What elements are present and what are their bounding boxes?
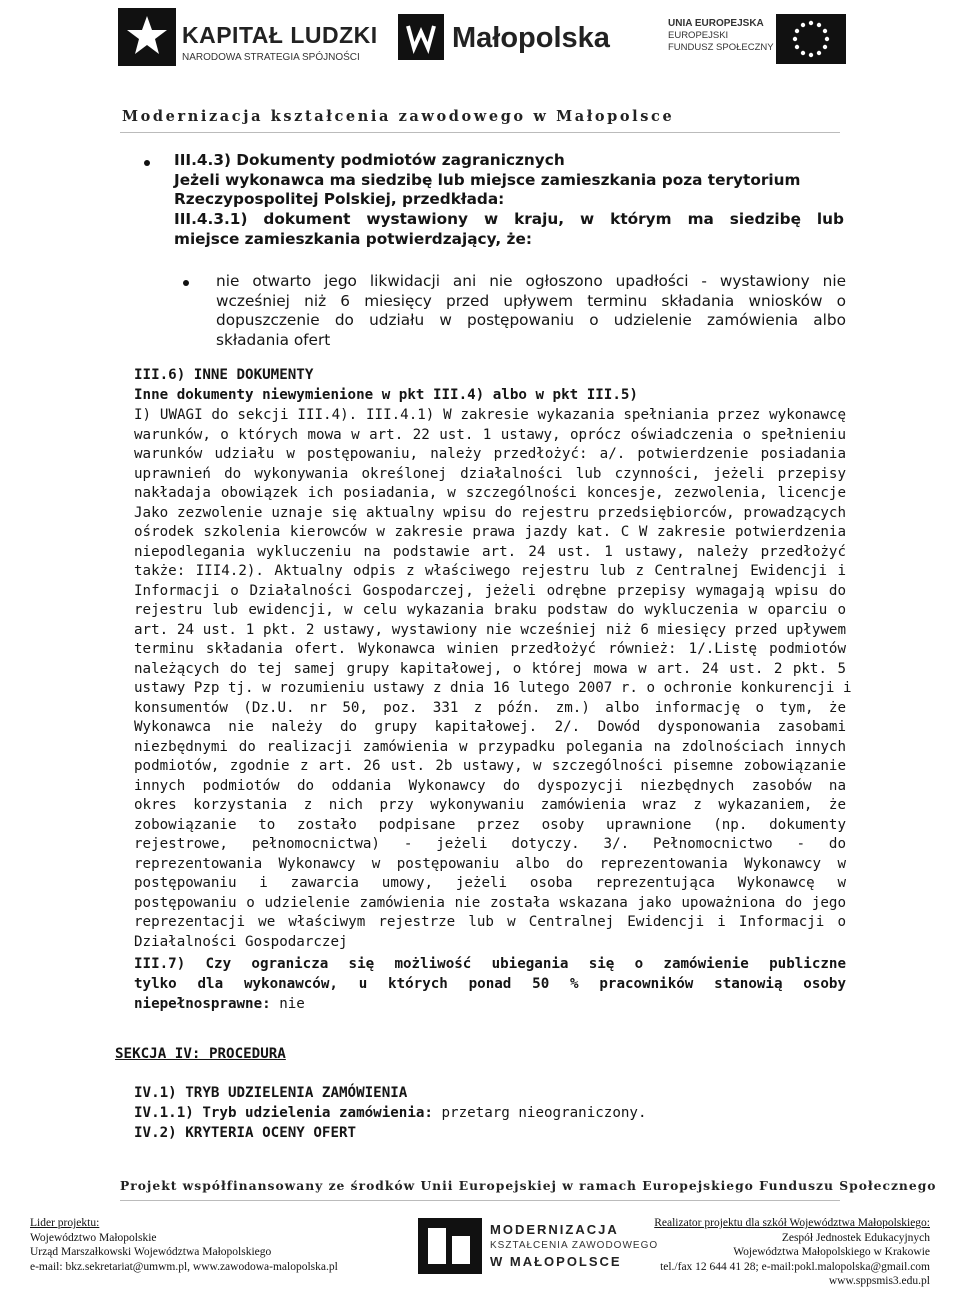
malopolska-emblem-icon <box>398 14 444 60</box>
text-line: warunków, o których mowa w art. 22 ust. 1 ustawy, oprócz oświadczenia o spełnieniu <box>134 426 846 443</box>
disabled-label: niepełnosprawne: <box>134 996 271 1012</box>
project-implementer-info <box>600 1216 930 1289</box>
text-line: miejsce zamieszkania potwierdzający, że: <box>174 230 532 248</box>
text-line: okres korzystania z nich przy wykonywaniu zamówienia wraz z wykazaniem, że <box>134 797 846 813</box>
logo-line: MODERNIZACJA <box>490 1222 619 1237</box>
text-line: nakładaja obowiązek ich posiadania, w szczególności koncesje, zezwolenia, licencje <box>134 485 846 501</box>
text-line: Działalności Gospodarczej <box>134 933 348 950</box>
leader-heading: Lider projektu: <box>30 1217 100 1229</box>
text-line: podmiotów, zgodnie z art. 26 ust. 2b ustawy, w szczególności pisemne zobowiązanie <box>134 758 846 774</box>
text-line: terminu składania ofert. Wykonawca winien przedłożyć również: 1/.Listę podmiotów <box>134 641 846 657</box>
text-line: reprezentowania Wykonawcy w postępowaniu albo do reprezentowania Wykonawcy w <box>134 855 846 872</box>
bullet-icon <box>183 280 189 286</box>
cofinancing-note: Projekt współfinansowany ze środków Unii Europejskiej w ramach Europejskiego Funduszu Społecznego <box>120 1178 937 1193</box>
text-line: I) UWAGI do sekcji III.4). III.4.1) W zakresie wykazania spełniania przez wykonawcę <box>134 407 846 423</box>
text-line: III.4.3.1) dokument wystawiony w kraju, w którym ma siedzibę lub <box>174 210 844 228</box>
eu-line3: FUNDUSZ SPOŁECZNY <box>668 42 774 53</box>
project-title: Modernizacja kształcenia zawodowego w Małopolsce <box>122 108 675 125</box>
heading-3-7: III.7) Czy ogranicza się możliwość ubiegania się o zamówienie publiczne <box>134 956 846 972</box>
text-line: innych podmiotów do oddania Wykonawcy do dyspozycji niezbędnych zasobów na <box>134 777 846 794</box>
leader-line: Urząd Marszałkowski Województwa Małopolskiego <box>30 1246 272 1258</box>
heading-3-4-3: III.4.3) Dokumenty podmiotów zagranicznych <box>174 151 565 169</box>
eu-logo <box>668 14 848 70</box>
kapital-ludzki-logo <box>118 8 378 70</box>
heading-iv-2: IV.2) KRYTERIA OCENY OFERT <box>134 1125 357 1141</box>
modernizacja-emblem-icon <box>418 1218 482 1274</box>
eu-line2: EUROPEJSKI <box>668 30 729 41</box>
text-line: Wykonawca nie należy do grupy kapitałowej. 2/. Dowód dysponowania zasobami <box>134 719 846 735</box>
text-line: ustawy Pzp tj. w rozumieniu ustawy z dnia 16 lutego 2007 r. o ochronie konkurencji i <box>134 680 852 696</box>
text-line: Informacji o Działalności Gospodarczej, jeżeli odrębne przepisy wymagają wpisu do <box>134 582 846 599</box>
text-line: nie otwarto jego likwidacji ani nie ogłoszono upadłości - wystawiony nie <box>216 272 846 290</box>
text-line: wcześniej niż 6 miesięcy przed upływem terminu składania wniosków o <box>216 292 846 310</box>
text-line: Jeżeli wykonawca ma siedzibę lub miejsce zamieszkania poza terytorium <box>174 171 801 189</box>
leader-line: e-mail: bkz.sekretariat@umwm.pl, www.zawodowa-malopolska.pl <box>30 1260 338 1273</box>
bullet-icon <box>144 160 150 166</box>
kapital-ludzki-subtitle: NARODOWA STRATEGIA SPÓJNOŚCI <box>182 52 360 63</box>
kapital-ludzki-title: KAPITAŁ LUDZKI <box>182 22 378 48</box>
star-emblem-icon <box>118 8 176 66</box>
heading-3-6: III.6) INNE DOKUMENTY <box>134 367 314 383</box>
text-line: należących do tej samej grupy kapitałowej, o której mowa w art. 24 ust. 2 pkt. 5 <box>134 660 846 677</box>
project-leader-info <box>30 1216 338 1274</box>
implementer-line: tel./fax 12 644 41 28; e-mail:pokl.malopolska@gmail.com <box>660 1260 930 1273</box>
text-line: składania ofert <box>216 331 331 349</box>
text-line: niepodlegania wykluczeniu na podstawie art. 24 ust. 1 ustawy, należy przedłożyć <box>134 543 846 560</box>
text-line: dopuszczenie do udziału w postępowaniu o udzielenie zamówienia albo <box>216 311 846 329</box>
implementer-heading: Realizator projektu dla szkół Województwa Małopolskiego: <box>654 1217 930 1229</box>
logo-line: W MAŁOPOLSCE <box>490 1254 622 1269</box>
eu-logo-text <box>668 18 774 54</box>
section-iv-title: SEKCJA IV: PROCEDURA <box>115 1046 286 1062</box>
text-line: ośrodek szkolenia kierowców w zakresie prawa jazdy kat. C W zakresie potwierdzenia <box>134 524 846 540</box>
text-line: art. 24 ust. 1 pkt. 2 ustawy, wystawiony nie wcześniej niż 6 miesięcy przed upływem <box>134 621 846 638</box>
text-line <box>134 1104 647 1124</box>
subheading-3-6: Inne dokumenty niewymienione w pkt III.4) albo w pkt III.5) <box>134 387 638 403</box>
malopolska-title: Małopolska <box>452 22 610 54</box>
logo-line: KSZTAŁCENIA ZAWODOWEGO <box>490 1240 659 1251</box>
implementer-line: Zespół Jednostek Edukacyjnych <box>781 1231 930 1244</box>
implementer-line: Województwa Małopolskiego w Krakowie <box>733 1246 930 1258</box>
text-line: zobowiązanie to zostało podpisane przez osoby uprawnione (np. dokumenty <box>134 816 846 833</box>
iv-1-1-label: IV.1.1) Tryb udzielenia zamówienia: <box>134 1105 433 1121</box>
eu-line1: UNIA EUROPEJSKA <box>668 18 764 29</box>
disabled-value: nie <box>279 996 305 1012</box>
text-line: postępowaniu o udzielenie zamówienia nie została wskazana jako upoważniona do jego <box>134 894 846 911</box>
text-line: rejestrowe, pełnomocnictwa) - jeżeli dotyczy. 3/. Pełnomocnictwo - do <box>134 836 846 852</box>
implementer-line: www.sppsmis3.edu.pl <box>828 1275 930 1287</box>
eu-flag-icon <box>776 14 846 64</box>
text-line: reprezentacji we właściwym rejestrze lub w Centralnej Ewidencji i Informacji o <box>134 914 846 930</box>
text-line: postępowaniu i zawarcia umowy, jeżeli osoba reprezentująca Wykonawcę w <box>134 875 846 891</box>
text-line <box>134 995 305 1015</box>
text-line: niezbędnymi do realizacji zamówienia w przypadku polegania na zdolnościach innych <box>134 738 846 755</box>
text-line: konsumentów (Dz.U. nr 50, poz. 331 z późn. zm.) albo informację o tym, że <box>134 699 846 716</box>
header-divider <box>120 132 840 133</box>
leader-line: Województwo Małopolskie <box>30 1231 157 1244</box>
malopolska-logo <box>398 14 628 64</box>
text-line: uprawnień do wykonywania określonej działalności lub czynności, jeżeli przepisy <box>134 465 846 482</box>
text-line: warunków udziału w postępowaniu, należy przedłożyć: a/. potwierdzenie posiadania <box>134 446 846 462</box>
heading-iv-1: IV.1) TRYB UDZIELENIA ZAMÓWIENIA <box>134 1085 408 1101</box>
text-line: także: III4.2). Aktualny odpis z właściwego rejestru lub z Centralnej Ewidencji i <box>134 563 846 579</box>
iv-1-1-value: przetarg nieograniczony. <box>441 1105 647 1121</box>
text-line: Jako zezwolenie uznaje się aktualny wpisu do rejestru przedsiębiorców, prowadzących <box>134 504 846 521</box>
text-line: tylko dla wykonawców, u których ponad 50 % pracowników stanowią osoby <box>134 976 846 992</box>
text-line: Rzeczypospolitej Polskiej, przedkłada: <box>174 190 505 208</box>
footer-divider <box>120 1200 840 1201</box>
text-line: rejestru lub ewidencji, w celu wykazania braku podstaw do wykluczenia w oparciu o <box>134 602 846 618</box>
